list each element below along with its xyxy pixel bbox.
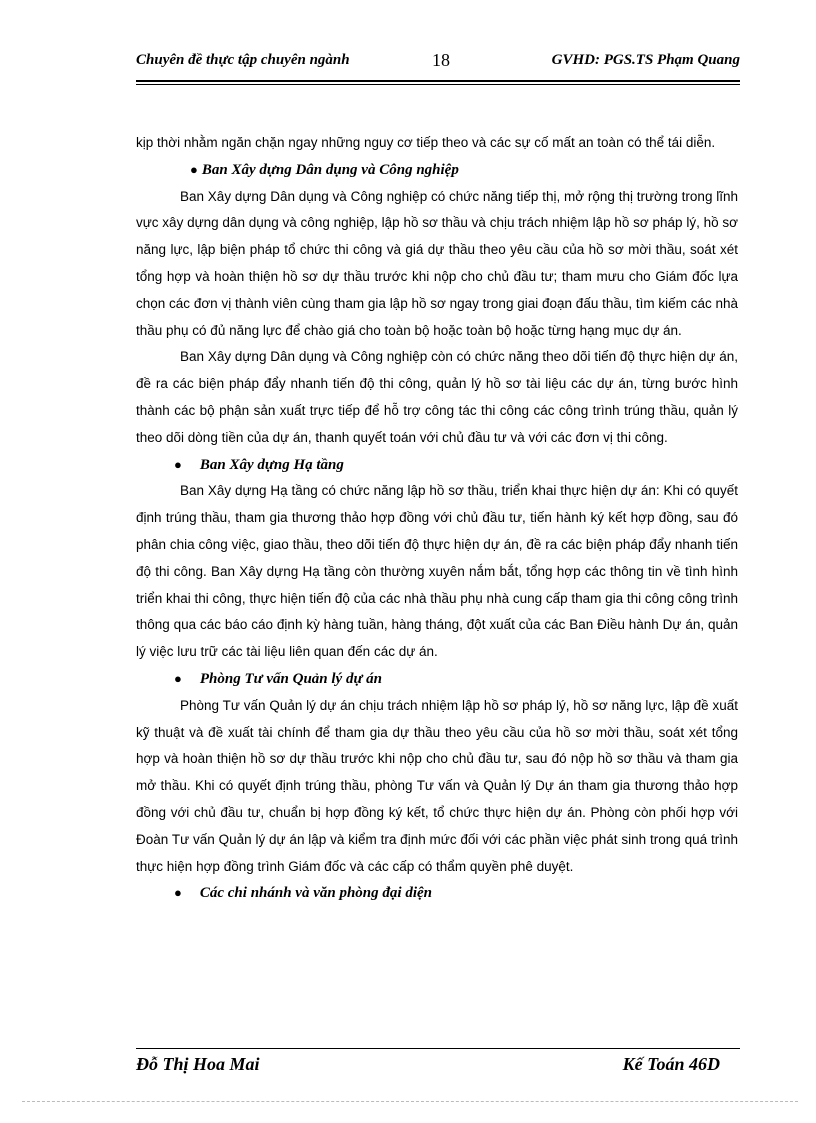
page-footer	[136, 1054, 720, 1078]
bullet-icon: ●	[174, 456, 182, 472]
heading-text: Các chi nhánh và văn phòng đại diện	[199, 885, 432, 902]
page-number: 18	[432, 50, 450, 70]
heading-text: Ban Xây dựng Hạ tầng	[199, 456, 344, 473]
footer-author: Đỗ Thị Hoa Mai	[136, 1054, 260, 1074]
section-heading-consulting	[136, 666, 738, 693]
paragraph: Ban Xây dựng Hạ tầng có chức năng lập hồ sơ thầu, triển khai thực hiện dự án: Khi có quyết định trúng thầu, tham gia thương thảo hợp đồng với chủ đầu tư, tiến hành ký kết hợp đồng, sau đó phân chia công việc, giao thầu, theo dõi tiến độ thực hiện dự án, đề ra các biện pháp đẩy nhanh tiến độ thi công. Ban Xây dựng Hạ tầng còn thường xuyên nắm bắt, tổng hợp các thông tin về tình hình triển khai thi công, thực hiện tiến độ của các nhà thầu phụ nhà cung cấp tham gia thi công công trình thông qua các báo cáo định kỳ hàng tuần, hàng tháng, đột xuất của các Ban Điều hành Dự án, quản lý việc lưu trữ các tài liệu liên quan đến các dự án.	[136, 483, 738, 660]
section-heading-branches	[136, 880, 738, 907]
footer-rule	[136, 1048, 740, 1049]
bullet-icon: ●	[174, 670, 182, 686]
header-rule-thin	[136, 84, 740, 85]
bullet-icon: ●	[190, 161, 198, 177]
footer-class: Kế Toán 46D	[622, 1054, 720, 1074]
section-heading-civil-industrial	[136, 157, 738, 184]
paragraph: Ban Xây dựng Dân dụng và Công nghiệp có chức năng tiếp thị, mở rộng thị trường trong lĩnh vực xây dựng dân dụng và công nghiệp, lập hồ sơ thầu và chịu trách nhiệm lập hồ sơ pháp lý, hồ sơ năng lực, lập biện pháp tổ chức thi công và giá dự thầu theo yêu cầu của hồ sơ mời thầu, soát xét tổng hợp và hoàn thiện hồ sơ dự thầu trước khi nộp cho chủ đầu tư; tham mưu cho Giám đốc lựa chọn các đơn vị thành viên cùng tham gia lập hồ sơ ngay trong giai đoạn đấu thầu, tìm kiếm các nhà thầu phụ có đủ năng lực để chào giá cho toàn bộ hoặc toàn bộ hoặc từng hạng mục dự án.	[136, 188, 738, 338]
section-heading-infrastructure	[136, 452, 738, 479]
header-title: Chuyên đề thực tập chuyên ngành	[136, 52, 350, 68]
paragraph: Phòng Tư vấn Quản lý dự án chịu trách nhiệm lập hồ sơ pháp lý, hồ sơ năng lực, lập đề xuất kỹ thuật và đề xuất tài chính để tham gia dự thầu theo yêu cầu của hồ sơ mời thầu, soát xét tổng hợp và hoàn thiện hồ sơ dự thầu trước khi nộp cho chủ đầu tư, sau đó nộp hồ sơ thầu và tham gia mở thầu. Khi có quyết định trúng thầu, phòng Tư vấn và Quản lý Dự án tham gia thương thảo hợp đồng với chủ đầu tư, chuẩn bị hợp đồng ký kết, tổ chức thực hiện dự án. Phòng còn phối hợp với Đoàn Tư vấn Quản lý dự án lập và kiểm tra định mức đối với các phần việc phát sinh trong quá trình thực hiện hợp đồng trình Giám đốc và các cấp có thẩm quyền phê duyệt.	[136, 697, 738, 874]
paragraph: Ban Xây dựng Dân dụng và Công nghiệp còn có chức năng theo dõi tiến độ thực hiện dự án, đề ra các biện pháp đẩy nhanh tiến độ thi công, quản lý hồ sơ tài liệu các dự án, từng bước hình thành các bộ phận sản xuất trực tiếp để hỗ trợ công tác thi công các công trình trúng thầu, quản lý theo dõi dòng tiền của dự án, thanh quyết toán với chủ đầu tư và với các đơn vị thi công.	[136, 349, 738, 445]
heading-text: Ban Xây dựng Dân dụng và Công nghiệp	[201, 161, 459, 178]
document-body	[136, 130, 738, 907]
page-break-line	[22, 1101, 798, 1102]
header-supervisor: GVHD: PGS.TS Phạm Quang	[551, 52, 740, 68]
heading-text: Phòng Tư vấn Quản lý dự án	[199, 670, 383, 687]
page-header	[136, 50, 740, 72]
paragraph-continuation: kịp thời nhằm ngăn chặn ngay những nguy cơ tiếp theo và các sự cố mất an toàn có thể tái diễn.	[136, 135, 716, 150]
header-rule-thick	[136, 80, 740, 82]
bullet-icon: ●	[174, 885, 182, 901]
